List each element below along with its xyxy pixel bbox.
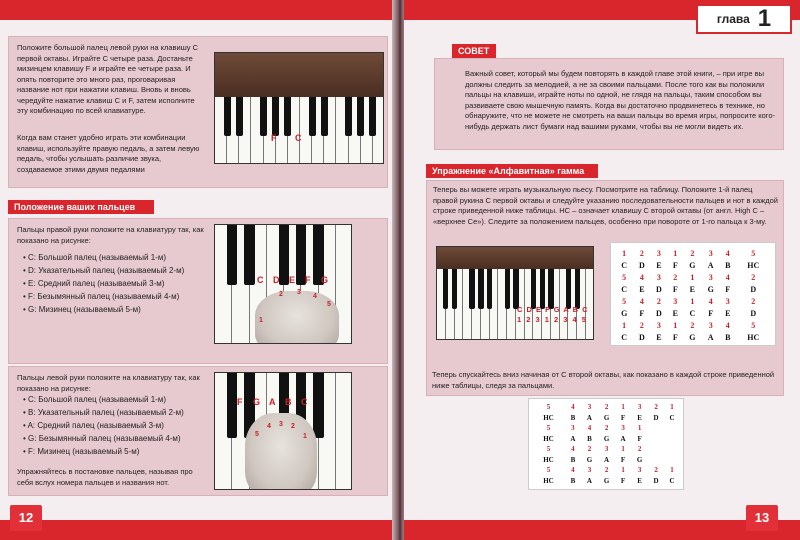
table-cell: B (570, 413, 576, 422)
table-cell: 2 (654, 466, 658, 475)
right-page (404, 0, 800, 540)
table-cell: 4 (587, 424, 592, 433)
table-cell: 1 (673, 320, 678, 330)
piano-photo-scale (436, 246, 594, 340)
table-cell: A (604, 455, 610, 464)
table-cell: G (707, 284, 714, 294)
chapter-badge (696, 4, 792, 34)
table-cell: 4 (571, 403, 575, 412)
table-cell: 4 (725, 248, 730, 258)
section-title: Положение ваших пальцев (8, 200, 154, 214)
black-key (313, 373, 323, 438)
table-cell: 2 (751, 272, 756, 282)
note-row (615, 259, 771, 271)
ascending-note-table (610, 242, 776, 346)
finger-row (615, 247, 771, 259)
list-item: • С: Большой палец (называемый 1-м) (23, 393, 213, 406)
table-cell: 3 (637, 466, 642, 475)
table-cell: HC (543, 434, 554, 443)
table-cell: E (656, 260, 662, 270)
left-hand-intro: Пальцы левой руки положите на клавиатуру так, как показано на рисунке: (17, 373, 200, 393)
table-cell: 2 (604, 403, 609, 412)
table-cell: 2 (639, 320, 644, 330)
finger-row (615, 295, 771, 307)
finger-number: 1 (303, 433, 307, 440)
descending-note-table (528, 398, 684, 490)
table-cell: G (636, 455, 643, 464)
table-cell: 3 (587, 403, 592, 412)
black-key (345, 97, 352, 136)
black-key (272, 97, 279, 136)
finger-number: 5 (255, 431, 259, 438)
finger-number: 3 (279, 421, 283, 428)
note-row (532, 455, 680, 466)
table-cell: D (638, 332, 645, 342)
advice-box (434, 58, 784, 150)
finger-row (532, 402, 680, 413)
table-cell: 1 (621, 445, 625, 454)
advice-title: СОВЕТ (452, 44, 496, 58)
table-cell: 2 (690, 248, 695, 258)
table-cell: A (707, 332, 714, 342)
piano-photo-left-hand (214, 372, 352, 490)
table-cell: 3 (604, 445, 609, 454)
note-row (532, 476, 680, 487)
black-key (244, 225, 254, 285)
white-key (336, 373, 352, 490)
chapter-number: 1 (757, 5, 772, 32)
table-cell: F (620, 476, 626, 485)
table-cell: 3 (571, 424, 575, 433)
finger-number: 2 (279, 291, 283, 298)
key-letter: F (237, 397, 243, 407)
table-cell: 4 (571, 445, 575, 454)
table-cell: 1 (621, 403, 625, 412)
exercise-title: Упражнение «Алфавитная» гамма (426, 164, 598, 178)
black-key (321, 97, 328, 136)
note-row (615, 331, 771, 343)
table-cell: 2 (639, 248, 644, 258)
table-cell: 2 (690, 320, 695, 330)
black-key (284, 97, 291, 136)
piano-photo-right-hand (214, 224, 352, 344)
table-cell: 4 (708, 296, 713, 306)
table-cell: HC (543, 455, 554, 464)
table-cell: F (639, 308, 645, 318)
black-key (309, 97, 316, 136)
table-cell: 3 (621, 424, 625, 433)
finger-number: 5 (327, 301, 331, 308)
table-cell: F (725, 284, 731, 294)
table-cell: D (750, 284, 757, 294)
table-cell: 1 (690, 272, 695, 282)
table-cell: F (620, 455, 626, 464)
list-item: • A: Средний палец (называемый 3-м) (23, 419, 213, 432)
key-letter: E (289, 275, 296, 285)
table-cell: 4 (725, 320, 730, 330)
table-cell: 1 (673, 248, 678, 258)
black-key (487, 269, 492, 309)
note-row (532, 434, 680, 445)
table-cell (664, 423, 680, 434)
left-page (0, 0, 396, 540)
finger-row (615, 271, 771, 283)
table-cell: A (707, 260, 714, 270)
left-hand-outro: Упражняйтесь в постановке пальцев, называя про себя вслух номера пальцев и названия нот. (17, 467, 193, 487)
table-cell: B (570, 476, 576, 485)
table-cell: B (587, 434, 592, 443)
list-item: • G: Безымянный палец (называемый 4-м) (23, 432, 213, 445)
list-item: • E: Средний палец (называемый 3-м) (23, 277, 213, 290)
key-letter: C (257, 275, 264, 285)
table-cell: F (637, 434, 642, 443)
table-cell: F (672, 284, 678, 294)
table-cell: B (725, 260, 731, 270)
finger-number: 4 (313, 293, 317, 300)
list-item: • G: Мизинец (называемый 5-м) (23, 303, 213, 316)
table-cell: 1 (621, 466, 625, 475)
table-cell: F (708, 308, 714, 318)
table-cell: E (725, 308, 731, 318)
table-cell: D (653, 476, 659, 485)
table-cell: G (603, 413, 610, 422)
list-item: • F: Безымянный палец (называемый 4-м) (23, 290, 213, 303)
table-cell: F (620, 413, 626, 422)
right-hand-image (255, 291, 339, 344)
table-cell: D (638, 260, 645, 270)
table-cell: C (621, 332, 628, 342)
table-cell: 4 (639, 272, 644, 282)
chapter-label: глава (716, 12, 750, 26)
black-key (531, 269, 536, 309)
table-cell: 5 (622, 296, 627, 306)
table-cell: E (637, 413, 642, 422)
table-cell: 2 (637, 445, 642, 454)
table-cell: 3 (656, 272, 661, 282)
black-key (505, 269, 510, 309)
finger-row (532, 444, 680, 455)
black-key (279, 225, 289, 285)
table-cell: 2 (587, 445, 592, 454)
table-cell: 3 (673, 296, 678, 306)
black-key (357, 97, 364, 136)
table-cell: D (750, 308, 757, 318)
table-cell: HC (747, 260, 760, 270)
finger-row (615, 319, 771, 331)
table-cell (664, 444, 680, 455)
table-cell: C (621, 260, 628, 270)
note-row (615, 283, 771, 295)
page-number: 13 (746, 505, 778, 531)
table-cell: 2 (654, 403, 658, 412)
bottom-red-bar (404, 520, 800, 540)
table-cell: 3 (708, 320, 713, 330)
intro-text: Положите большой палец левой руки на клавишу С первой октавы. Играйте С четыре раза. Достаньте мизинцем клавишу F и играйте ее четыре раза. И опять повторите это много раз, проговаривая название нот при нажатии клавиш. Вновь и вновь чередуйте нажатие клавиш С и F, затем исполните эту комбинацию по всей клавиатуре. (17, 43, 198, 115)
key-letter-c: C (295, 133, 302, 143)
table-cell: 3 (725, 296, 730, 306)
key-letter: D (273, 275, 280, 285)
table-cell: HC (543, 476, 554, 485)
table-cell (648, 444, 664, 455)
black-key (369, 97, 376, 136)
finger-row (532, 423, 680, 434)
table-cell: G (621, 308, 628, 318)
table-cell: HC (747, 332, 760, 342)
finger-number: 4 (267, 423, 271, 430)
table-cell: A (586, 476, 592, 485)
table-cell: 1 (690, 296, 695, 306)
black-key (566, 269, 571, 309)
table-cell: D (656, 308, 662, 318)
table-cell: 3 (656, 320, 661, 330)
black-key (236, 97, 243, 136)
table-cell: 1 (622, 248, 627, 258)
table-cell: 3 (656, 248, 661, 258)
table-cell: 4 (639, 296, 644, 306)
black-key (227, 225, 237, 285)
table-cell: G (586, 455, 593, 464)
list-item: • D: Указательный палец (называемый 2-м) (23, 264, 213, 277)
table-cell: 2 (673, 272, 678, 282)
key-letter: A (269, 397, 276, 407)
finger-number: 1 (259, 317, 263, 324)
table-cell: C (669, 413, 675, 422)
table-cell: 3 (587, 466, 592, 475)
table-cell: E (639, 284, 645, 294)
table-cell: 3 (708, 272, 713, 282)
scale-letters: C D E F G A B C (517, 305, 589, 314)
table-cell: 1 (637, 424, 642, 433)
black-key (513, 269, 518, 309)
bottom-red-bar (0, 520, 396, 540)
table-cell: D (656, 284, 662, 294)
list-item: • B: Указательный палец (называемый 2-м) (23, 406, 213, 419)
note-row (615, 307, 771, 319)
table-cell: HC (543, 413, 554, 422)
table-cell: A (570, 434, 576, 443)
table-cell: 2 (604, 466, 609, 475)
black-key (540, 269, 545, 309)
table-cell: B (570, 455, 576, 464)
table-cell: C (621, 284, 628, 294)
top-red-bar (0, 0, 396, 20)
key-letter: G (253, 397, 261, 407)
table-cell: 3 (637, 403, 642, 412)
table-cell: A (620, 434, 626, 443)
table-cell: 2 (751, 296, 756, 306)
page-number: 12 (10, 505, 42, 531)
black-key (443, 269, 448, 309)
black-key (260, 97, 267, 136)
table-cell: 3 (708, 248, 713, 258)
right-hand-intro: Пальцы правой руки положите на клавиатуру так, как показано на рисунке: (17, 225, 204, 245)
table-cell: 5 (622, 272, 627, 282)
finger-number: 2 (291, 423, 295, 430)
table-cell: 1 (670, 403, 674, 412)
table-cell: 4 (725, 272, 730, 282)
list-item: • С: Большой палец (называемый 1-м) (23, 251, 213, 264)
black-key (575, 269, 580, 309)
table-cell: E (656, 332, 662, 342)
left-hand-list (23, 393, 213, 458)
table-cell: 5 (546, 424, 551, 433)
table-cell: C (669, 476, 675, 485)
black-key (478, 269, 483, 309)
table-cell: B (725, 332, 731, 342)
scale-finger-numbers: 1 2 3 1 2 3 4 5 (517, 315, 588, 324)
table-cell: 5 (546, 403, 551, 412)
table-cell: 5 (546, 445, 551, 454)
table-cell: A (586, 413, 592, 422)
table-cell (648, 434, 664, 445)
table-cell: G (689, 332, 696, 342)
table-cell: G (603, 434, 610, 443)
table-cell (648, 423, 664, 434)
table-cell: 5 (751, 320, 756, 330)
finger-row (532, 465, 680, 476)
black-key (452, 269, 457, 309)
list-item: • F: Мизинец (называемый 5-м) (23, 445, 213, 458)
black-key (227, 373, 237, 438)
table-cell: C (689, 308, 696, 318)
table-cell: E (637, 476, 642, 485)
descend-text: Теперь спускайтесь вниз начиная от С второй октавы, как показано в каждой строке приведенной ниже таблицы, следя за пальцами. (432, 370, 775, 390)
table-cell: F (672, 332, 678, 342)
table-cell: 5 (546, 466, 551, 475)
black-key (224, 97, 231, 136)
table-cell: F (672, 260, 678, 270)
piano-photo-c-f (214, 52, 384, 164)
table-cell (664, 455, 680, 466)
keyboard (215, 97, 384, 164)
table-cell: 2 (656, 296, 661, 306)
table-cell: 2 (604, 424, 609, 433)
table-cell (648, 455, 664, 466)
black-key (548, 269, 553, 309)
piano-lid (215, 53, 384, 97)
table-cell: 4 (571, 466, 575, 475)
table-cell: E (672, 308, 678, 318)
table-cell: E (689, 284, 695, 294)
piano-lid (437, 247, 594, 269)
key-letter: G (321, 275, 329, 285)
table-cell: D (653, 413, 659, 422)
pedal-text: Когда вам станет удобно играть эти комбинации клавиш, используйте правую педаль, а затем левую педаль, чтобы услышать различие звука, создаваемое этими двумя педалями (17, 133, 200, 174)
finger-number: 3 (297, 289, 301, 296)
note-row (532, 413, 680, 424)
key-letter: C (301, 397, 308, 407)
table-cell (664, 434, 680, 445)
table-cell: G (689, 260, 696, 270)
table-cell: G (603, 476, 610, 485)
right-hand-list (23, 251, 213, 316)
table-cell: 1 (622, 320, 627, 330)
advice-text: Важный совет, который мы будем повторять в каждой главе этой книги, – при игре вы должны следить за мелодией, а не за своими пальцами. После того как вы положили пальцы на клавиши, играйте ноты по одной, не глядя на пальцы, таким способом вы развиваете свою мышечную память. Когда вы достаточно продвинетесь в технике, но обнаружите, что не можете не смотреть на ваши пальцы во время игры, попросите кого-нибудь держать лист бумаги над вашими руками, чтобы вы не могли видеть их. (465, 69, 775, 131)
black-key (469, 269, 474, 309)
key-letter: F (305, 275, 311, 285)
key-letter-f: F (271, 133, 277, 143)
table-cell: 5 (751, 248, 756, 258)
key-letter: B (285, 397, 292, 407)
exercise-text: Теперь вы можете играть музыкальную пьесу. Посмотрите на таблицу. Положите 1-й палец правой рукина С первой октавы и следуйте указанию последовательности пальцев и нот в каждой строке приведенной ниже таблицы. HC – означает клавишу С второй октавы (от англ. High C – «верхнее Cе»). Следите за положением пальцев, особенно при повороте от 1-го пальца к 3-му. (433, 185, 778, 226)
table-cell: 1 (670, 466, 674, 475)
